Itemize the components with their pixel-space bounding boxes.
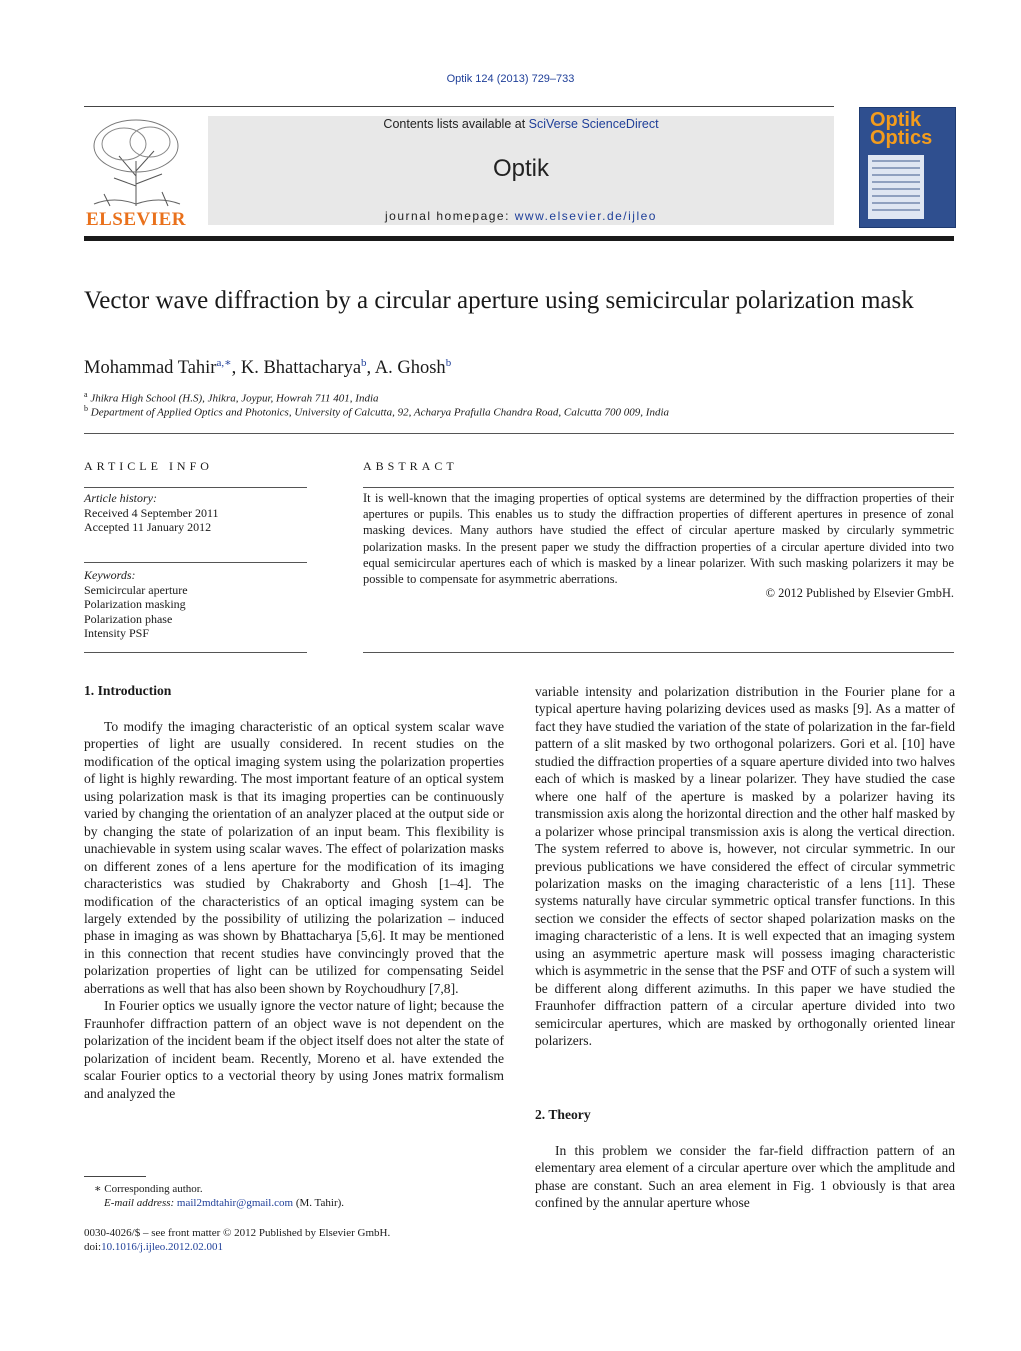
body-left-column xyxy=(84,718,504,1102)
keywords-label: Keywords: xyxy=(84,568,136,582)
doi-prefix: doi: xyxy=(84,1241,102,1253)
affiliation-text: Department of Applied Optics and Photonics, University of Calcutta, 92, Acharya Prafulla Chandra Road, Calcutta 700 009, India xyxy=(90,406,670,419)
abstract-text: It is well-known that the imaging properties of optical systems are determined by the diffraction properties of their apertures or pupils. This enables us to study the diffraction properties of different apertures in presence of zonal masking devices. Many authors have studied the effect of circular aperture masked by circularly symmetric polarization masks. In the present paper we study the diffraction properties of a circular aperture divided into two equal semicircular apertures each of which is masked by a linear polarizer. With such masking polarizers it may be possible to compensate for asymmetric aberrations. xyxy=(363,491,954,587)
contents-line xyxy=(208,117,834,131)
footnote-rule xyxy=(84,1176,146,1177)
article-info-bottom-rule xyxy=(84,652,307,653)
paragraph: variable intensity and polarization distribution in the Fourier plane for a typical aperture having polarizing devices used as masks [9]. As a matter of fact they have studied the variation of the state of polarization in the far-field pattern of a slit masked by two orthogonal polarizers. Gori et al. [10] have studied the diffraction properties of a square aperture divided into two halves each of which is masked by a linear polarizer. They have studied the case where one half of the aperture is masked by a polarizer having its transmission axis along the horizontal direction and the other half masked by a polarizer whose principal transmission axis is along the vertical direction. The system referred to above is, however, not circular symmetric. In our previous publications we have considered the effect of circular symmetric polarization masks on the imaging characteristic of a lens [11]. These systems naturally have circular symmetric optical transfer functions. In this section we consider the effects of sector shaped polarization masks on the imaging characteristic of a lens. It is well expected that an imaging system using an asymmetric aperture mask will possess imaging characteristic which is asymmetric in the sense that the PSF and OTF of such a system will be different along different azimuths. In this paper we have studied the Fraunhofer diffraction pattern of a circular aperture divided into two semicircular apertures, which are masked by orthogonally oriented linear polarizers. xyxy=(535,684,955,1049)
article-title: Vector wave diffraction by a circular aperture using semicircular polarization mask xyxy=(84,287,914,314)
email-link[interactable]: mail2mdtahir@gmail.com xyxy=(176,1197,294,1209)
abstract-rule xyxy=(363,487,954,488)
journal-name: Optik xyxy=(492,155,549,182)
email-label: E-mail address: xyxy=(104,1197,175,1209)
journal-cover-thumbnail[interactable] xyxy=(859,107,956,228)
section-heading-theory: 2. Theory xyxy=(535,1107,591,1122)
keyword: Polarization phase xyxy=(84,611,173,626)
affiliation-mark: b xyxy=(84,404,88,413)
affiliation-b xyxy=(84,404,669,419)
doi-line xyxy=(84,1240,223,1254)
paragraph: To modify the imaging characteristic of an optical system scalar wave properties of light are usually considered. In recent studies on the modification of the optical imaging system using the polarization properties of light is highly rewarding. The most important feature of an optical system using polarization mask is that its imaging properties can be continuously varied by changing the orientation of an analyzer placed at the output side or by changing the state of polarization of an input beam. This flexibility is unachievable in system using scalar waves. The effect of polarization masks on different zones of a lens aperture for the modification of its imaging characteristics was studied by Chakraborty and Ghosh [1–4]. The modification of the characteristics of an optical imaging system can be largely extended by the possibility of utilizing the polarization – induced phase in imaging as was shown by Bhattacharya [5,6]. It may be mentioned in this connection that recent studies have convincingly proved that the polarization properties of light can be utilized for compensating Seidel aberrations as well that has also been shown by Roychoudhury [7,8]. xyxy=(84,719,504,996)
contents-prefix: Contents lists available at xyxy=(383,117,529,131)
author-affil-mark[interactable]: a,∗ xyxy=(216,357,232,369)
section-heading-introduction: 1. Introduction xyxy=(84,683,172,698)
author-affil-mark[interactable]: b xyxy=(361,357,367,369)
homepage-line xyxy=(208,209,834,223)
author-name: A. Ghosh xyxy=(374,358,446,379)
affiliation-divider xyxy=(84,433,954,434)
body-right-column xyxy=(535,683,955,1050)
author-name: Mohammad Tahir xyxy=(84,358,217,379)
body-right-column-theory xyxy=(535,1142,955,1212)
abstract-bottom-rule xyxy=(363,652,954,653)
accepted-date: Accepted 11 January 2012 xyxy=(84,520,212,534)
header-divider xyxy=(84,106,834,107)
homepage-link[interactable]: www.elsevier.de/ijleo xyxy=(514,209,657,223)
affiliation-a xyxy=(84,390,379,405)
article-info-heading: ARTICLE INFO xyxy=(84,459,213,473)
keyword: Intensity PSF xyxy=(84,626,150,640)
paragraph: In this problem we consider the far-field diffraction pattern of an elementary area element of a circular aperture over which the amplitude and phase are constant. Such an area element in Fig. 1 obviously is that area confined by the annular aperture whose xyxy=(535,1143,955,1211)
homepage-prefix: journal homepage: xyxy=(385,209,515,223)
cover-title xyxy=(870,111,932,147)
keyword: Polarization masking xyxy=(84,597,186,611)
email-note xyxy=(84,1196,344,1210)
cover-contents-panel xyxy=(868,155,924,219)
affiliation-text: Jhikra High School (H.S), Jhikra, Joypur, Howrah 711 401, India xyxy=(90,392,379,405)
author-name: K. Bhattacharya xyxy=(240,358,362,379)
cover-title-optics: Optics xyxy=(870,127,933,149)
author-list: Mohammad Tahir$^{a,∗}$, K. Bhattacharya$^b$, A. Ghosh$^b$ xyxy=(84,357,452,379)
cover-title-optik: Optik xyxy=(870,109,922,131)
paragraph: In Fourier optics we usually ignore the vector nature of light; because the Fraunhofer diffraction pattern of an object wave is not dependent on the polarization of the incident beam if the object itself does not alter the state of polarization of incident beam. Recently, Moreno et al. have extended the scalar Fourier optics to a vectorial theory by using Jones matrix formalism and analyzed the xyxy=(84,998,504,1101)
keywords-rule xyxy=(84,562,307,563)
received-date: Received 4 September 2011 xyxy=(84,505,219,520)
journal-citation[interactable]: Optik 124 (2013) 729–733 xyxy=(446,73,575,85)
email-suffix: (M. Tahir). xyxy=(293,1197,345,1209)
article-history xyxy=(84,491,219,535)
issn-line: 0030-4026/$ – see front matter © 2012 Published by Elsevier GmbH. xyxy=(84,1227,391,1239)
doi-link[interactable]: 10.1016/j.ijleo.2012.02.001 xyxy=(101,1241,224,1253)
keywords-block xyxy=(84,568,188,641)
corresponding-author-note: ∗ Corresponding author. xyxy=(94,1183,203,1195)
affiliation-mark: a xyxy=(84,390,88,399)
keyword: Semicircular aperture xyxy=(84,582,188,597)
abstract-copyright: © 2012 Published by Elsevier GmbH. xyxy=(765,586,954,600)
elsevier-wordmark: ELSEVIER xyxy=(85,209,187,230)
header-bottom-rule xyxy=(84,236,954,241)
history-label: Article history: xyxy=(84,491,157,505)
sciencedirect-link[interactable]: SciVerse ScienceDirect xyxy=(528,117,659,131)
article-info-rule xyxy=(84,487,307,488)
author-affil-mark[interactable]: b xyxy=(445,357,452,369)
abstract-heading: ABSTRACT xyxy=(363,459,458,473)
